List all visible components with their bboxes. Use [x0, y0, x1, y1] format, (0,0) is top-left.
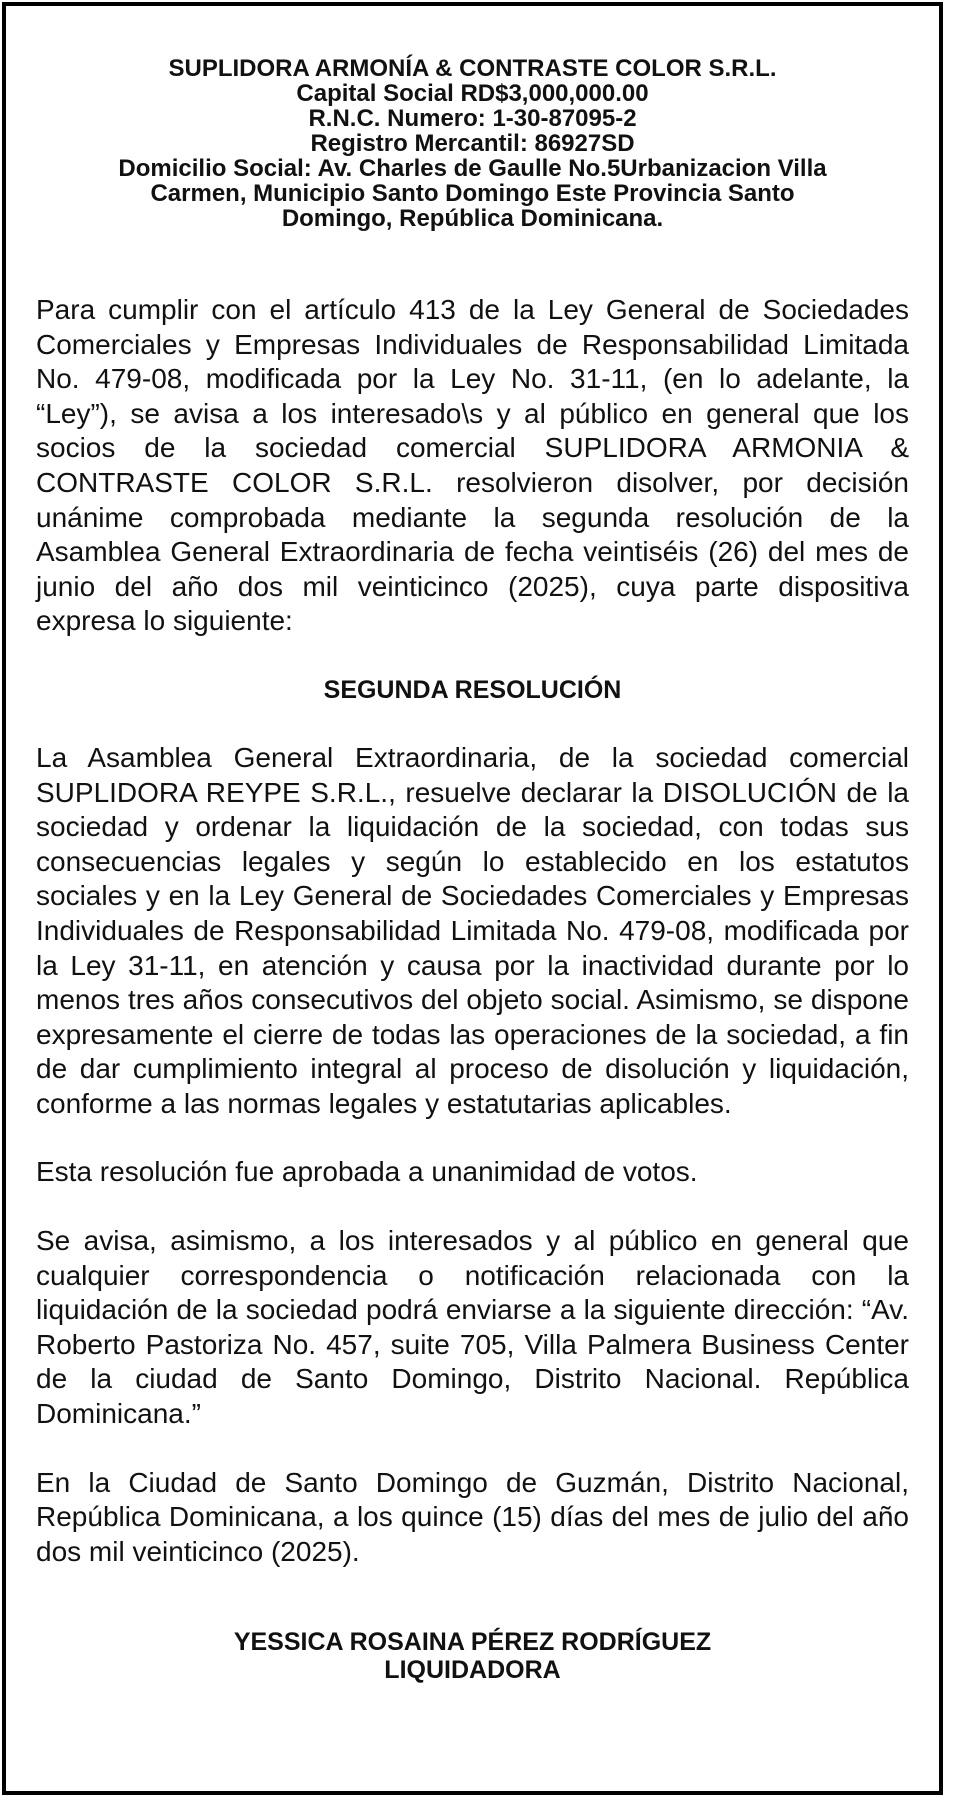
notice-header: [36, 56, 909, 231]
signatory-role: LIQUIDADORA: [384, 1656, 561, 1684]
intro-paragraph: Para cumplir con el artículo 413 de la Ley General de Sociedades Comerciales y Empresas Individuales de Responsabilidad Limitada No. 479-08, modificada por la Ley No. 31-11, (en lo adelante, la “Ley”), se avisa a los interesado\s y al público en general que los socios de la sociedad comercial SUPLIDORA ARMONIA & CONTRASTE COLOR S.R.L. resolvieron disolver, por decisión unánime comprobada mediante la segunda resolución de la Asamblea General Extraordinaria de fecha veintiséis (26) del mes de junio del año dos mil veinticinco (2025), cuya parte dispositiva expresa lo siguiente:: [36, 294, 909, 637]
signatory-name: YESSICA ROSAINA PÉREZ RODRÍGUEZ: [233, 1628, 712, 1656]
signature-block: [36, 1628, 909, 1684]
domicilio-line-1: Domicilio Social: Av. Charles de Gaulle No.5Urbanizacion Villa: [118, 155, 827, 182]
notice-paragraph: Se avisa, asimismo, a los interesados y al público en general que cualquier correspondencia o notificación relacionada con la liquidación de la sociedad podrá enviarse a la siguiente dirección: “Av. Roberto Pastoriza No. 457, suite 705, Villa Palmera Business Center de la ciudad de Santo Domingo, Distrito Nacional. República Dominicana.”: [36, 1225, 909, 1430]
company-name: SUPLIDORA ARMONÍA & CONTRASTE COLOR S.R.L.: [168, 55, 777, 82]
resolution-title: SEGUNDA RESOLUCIÓN: [323, 675, 622, 704]
domicilio-line-3: Domingo, República Dominicana.: [281, 205, 664, 232]
registro-mercantil: Registro Mercantil: 86927SD: [310, 130, 635, 157]
legal-notice: [2, 2, 943, 1795]
approval-paragraph: Esta resolución fue aprobada a unanimidad de votos.: [36, 1156, 698, 1188]
domicilio-line-2: Carmen, Municipio Santo Domingo Este Provincia Santo: [150, 180, 795, 207]
capital-social: Capital Social RD$3,000,000.00: [296, 80, 649, 107]
closing-paragraph: En la Ciudad de Santo Domingo de Guzmán, Distrito Nacional, República Dominicana, a los quince (15) días del mes de julio del año dos mil veinticinco (2025).: [36, 1466, 909, 1567]
resolution-paragraph: La Asamblea General Extraordinaria, de la sociedad comercial SUPLIDORA REYPE S.R.L., resuelve declarar la DISOLUCIÓN de la sociedad y ordenar la liquidación de la sociedad, con todas sus consecuencias legales y según lo establecido en los estatutos sociales y en la Ley General de Sociedades Comerciales y Empresas Individuales de Responsabilidad Limitada No. 479-08, modificada por la Ley 31-11, en atención y causa por la inactividad durante por lo menos tres años consecutivos del objeto social. Asimismo, se dispone expresamente el cierre de todas las operaciones de la sociedad, a fin de dar cumplimiento integral al proceso de disolución y liquidación, conforme a las normas legales y estatutarias aplicables.: [36, 741, 909, 1119]
rnc-number: R.N.C. Numero: 1-30-87095-2: [308, 105, 637, 132]
notice-body: [36, 293, 909, 1569]
